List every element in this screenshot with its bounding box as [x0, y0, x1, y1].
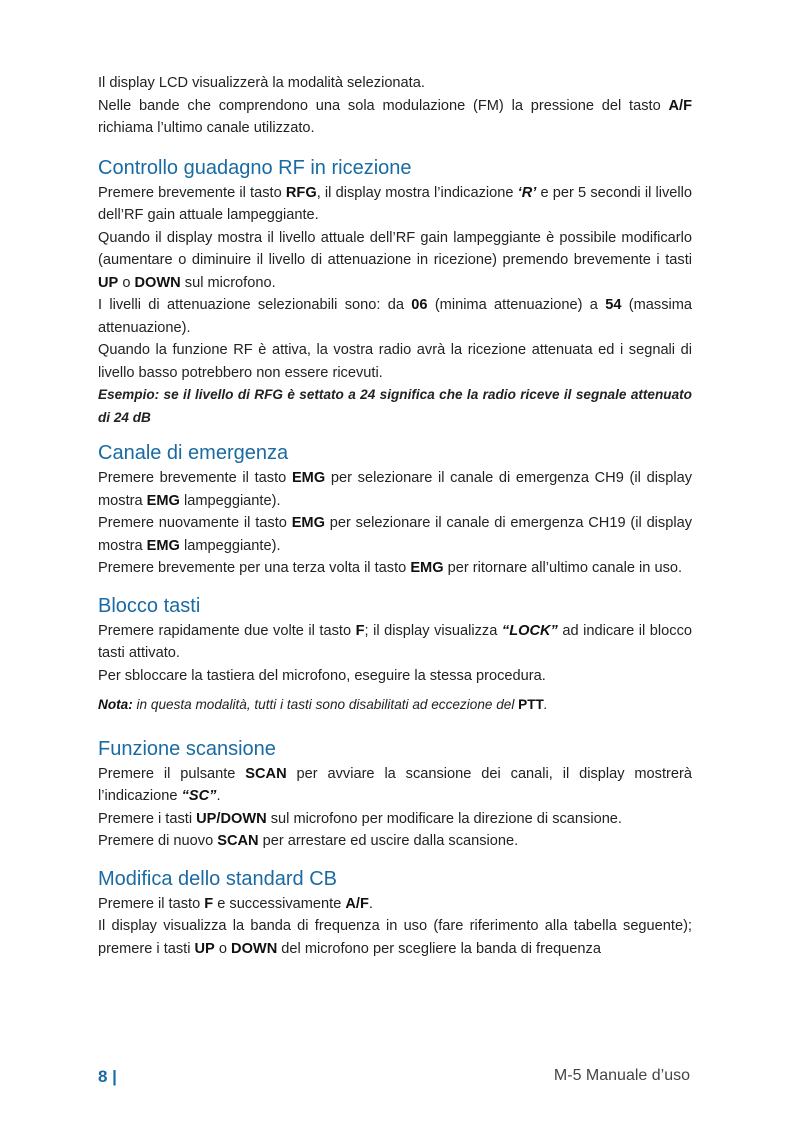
- cb-standard-heading: Modifica dello standard CB: [98, 867, 338, 890]
- key-lock-note: Nota: in questa modalità, tutti i tasti sono disabilitati ad eccezione del PTT.: [98, 697, 548, 712]
- rf-gain-paragraph-3: I livelli di attenuazione selezionabili sono: da 06 (minima attenuazione) a 54 (massima attenuazione).: [98, 297, 693, 336]
- page-number: 8 |: [98, 1067, 117, 1086]
- emergency-paragraph-1: Premere brevemente il tasto EMG per selezionare il canale di emergenza CH9 (il display mostra EMG lampeggiante).: [98, 470, 692, 509]
- scan-paragraph-1: Premere il pulsante SCAN per avviare la scansione dei canali, il display mostrerà l’indicazione “SC”.: [98, 765, 692, 804]
- scan-paragraph-3: Premere di nuovo SCAN per arrestare ed uscire dalla scansione.: [98, 833, 519, 849]
- key-lock-heading: Blocco tasti: [98, 594, 201, 617]
- rf-gain-section: [98, 154, 692, 430]
- cb-standard-paragraph-2: Il display visualizza la banda di frequenza in uso (fare riferimento alla tabella seguente); premere i tasti UP o DOWN del microfono per scegliere la banda di frequenza: [98, 918, 692, 957]
- scan-paragraph-2: Premere i tasti UP/DOWN sul microfono per modificare la direzione di scansione.: [98, 810, 622, 827]
- key-lock-paragraph-2: Per sbloccare la tastiera del microfono, eseguire la stessa procedura.: [98, 667, 546, 684]
- emergency-section: [98, 439, 692, 580]
- scan-heading: Funzione scansione: [98, 737, 276, 760]
- intro-line-2: Nelle bande che comprendono una sola modulazione (FM) la pressione del tasto A/F richiama l’ultimo canale utilizzato.: [98, 97, 692, 136]
- cb-standard-section: [98, 865, 692, 961]
- manual-title: M-5 Manuale d’uso: [553, 1067, 690, 1084]
- emergency-heading: Canale di emergenza: [98, 442, 289, 464]
- scan-section: [98, 735, 692, 853]
- emergency-paragraph-2: Premere nuovamente il tasto EMG per selezionare il canale di emergenza CH19 (il display mostra EMG lampeggiante).: [98, 515, 692, 554]
- emergency-paragraph-3: Premere brevemente per una terza volta il tasto EMG per ritornare all’ultimo canale in uso.: [98, 560, 683, 576]
- rf-gain-paragraph-4: Quando la funzione RF è attiva, la vostra radio avrà la ricezione attenuata ed i segnali di livello basso potrebbero non essere ricevuti.: [98, 342, 692, 381]
- rf-gain-paragraph-2: Quando il display mostra il livello attuale dell’RF gain lampeggiante è possibile modificarlo (aumentare o diminuire il livello di attenuazione in ricezione) premendo brevemente i tasti UP o DOWN sul microfono.: [98, 229, 692, 291]
- rf-gain-example: Esempio: se il livello di RFG è settato a 24 significa che la radio riceve il segnale attenuato di 24 dB: [98, 387, 692, 425]
- intro-section: [98, 72, 692, 140]
- intro-line-1: Il display LCD visualizzerà la modalità selezionata.: [98, 75, 425, 91]
- cb-standard-paragraph-1: Premere il tasto F e successivamente A/F.: [98, 895, 373, 912]
- key-lock-section: [98, 592, 692, 717]
- page-content: [98, 72, 692, 960]
- rf-gain-paragraph-1: Premere brevemente il tasto RFG, il display mostra l’indicazione ‘R’ e per 5 secondi il livello dell’RF gain attuale lampeggiante.: [98, 184, 692, 223]
- rf-gain-heading: Controllo guadagno RF in ricezione: [98, 156, 412, 179]
- key-lock-paragraph-1: Premere rapidamente due volte il tasto F; il display visualizza “LOCK” ad indicare il blocco tasti attivato.: [98, 622, 692, 661]
